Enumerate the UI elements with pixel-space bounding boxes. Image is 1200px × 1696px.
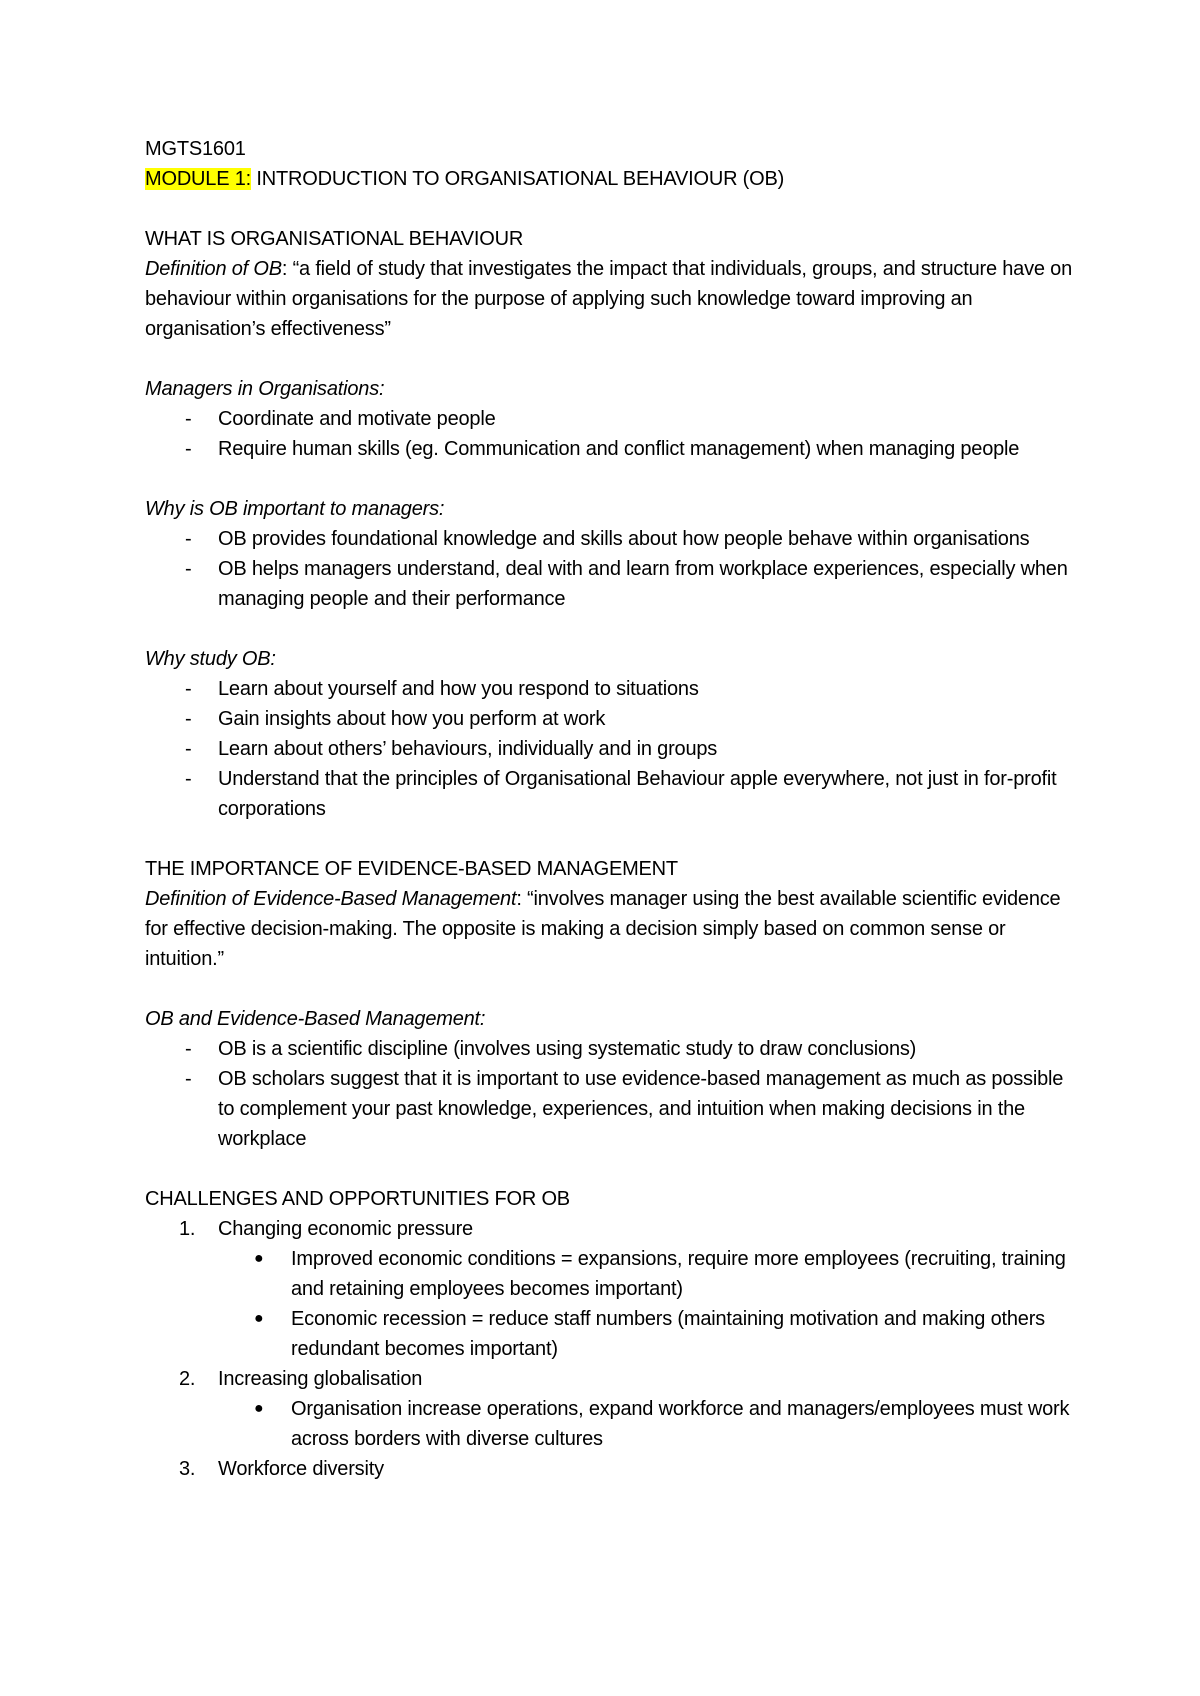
- bullet-marker: ●: [254, 1400, 264, 1417]
- why-study-list: [145, 674, 1075, 824]
- section-heading-what-is-ob: WHAT IS ORGANISATIONAL BEHAVIOUR: [145, 228, 524, 250]
- dash-marker: -: [185, 438, 192, 460]
- subheading-ob-ebm: OB and Evidence-Based Management:: [145, 1008, 486, 1030]
- list-item: 1. Changing economic pressure ● Improved economic conditions = expansions, require more employees (recruiting, training and retaining employees becomes important) ● Economic recession = reduce staff numbers (maintaining motivation and making others redundant becomes important): [145, 1214, 1075, 1364]
- spacer: [145, 194, 1075, 224]
- dash-marker: -: [185, 1068, 192, 1090]
- spacer: [145, 344, 1075, 374]
- sub-list-item: ● Organisation increase operations, expand workforce and managers/employees must work across borders with diverse cultures: [145, 1394, 1075, 1454]
- definition-ebm-label: Definition of Evidence-Based Management: [145, 888, 517, 910]
- dash-marker: -: [185, 1038, 192, 1060]
- dash-marker: -: [185, 528, 192, 550]
- managers-list: [145, 404, 1075, 464]
- module-label: MODULE 1:: [145, 168, 252, 190]
- definition-ebm-text: : “involves manager using the best available scientific evidence for effective decision-making. The opposite is making a decision simply based on common sense or intuition.”: [145, 888, 1061, 970]
- bullet-marker: ●: [254, 1250, 264, 1267]
- spacer: [145, 614, 1075, 644]
- subheading-importance: Why is OB important to managers:: [145, 498, 445, 520]
- bullet-marker: ●: [254, 1310, 264, 1327]
- dash-marker: -: [185, 708, 192, 730]
- module-title: [145, 164, 1075, 194]
- list-item: - OB provides foundational knowledge and skills about how people behave within organisations: [145, 524, 1075, 554]
- spacer: [145, 974, 1075, 1004]
- ob-ebm-list: [145, 1034, 1075, 1154]
- list-item: - OB helps managers understand, deal with and learn from workplace experiences, especially when managing people and their performance: [145, 554, 1075, 614]
- spacer: [145, 824, 1075, 854]
- list-item: - Understand that the principles of Organisational Behaviour apple everywhere, not just in for-profit corporations: [145, 764, 1075, 824]
- subheading-managers: Managers in Organisations:: [145, 378, 385, 400]
- sub-list: [218, 1244, 1075, 1364]
- dash-marker: -: [185, 558, 192, 580]
- definition-ob-label: Definition of OB: [145, 258, 282, 280]
- list-item: - OB scholars suggest that it is important to use evidence-based management as much as possible to complement your past knowledge, experiences, and intuition when making decisions in the workplace: [145, 1064, 1075, 1154]
- number-marker: 3.: [179, 1458, 196, 1480]
- dash-marker: -: [185, 768, 192, 790]
- definition-ob: [145, 254, 1075, 344]
- course-code: MGTS1601: [145, 138, 246, 160]
- list-item: 2. Increasing globalisation ● Organisation increase operations, expand workforce and managers/employees must work across borders with diverse cultures: [145, 1364, 1075, 1454]
- definition-ob-text: : “a field of study that investigates the impact that individuals, groups, and structure have on behaviour within organisations for the purpose of applying such knowledge toward improving an organisation’s effectiveness”: [145, 258, 1073, 340]
- definition-ebm: [145, 884, 1075, 974]
- module-title-text: INTRODUCTION TO ORGANISATIONAL BEHAVIOUR (OB): [256, 168, 785, 190]
- list-item: - Gain insights about how you perform at work: [145, 704, 1075, 734]
- list-item: - OB is a scientific discipline (involves using systematic study to draw conclusions): [145, 1034, 1075, 1064]
- dash-marker: -: [185, 408, 192, 430]
- number-marker: 1.: [179, 1218, 196, 1240]
- list-item: - Learn about yourself and how you respond to situations: [145, 674, 1075, 704]
- list-item: - Learn about others’ behaviours, individually and in groups: [145, 734, 1075, 764]
- section-heading-challenges: CHALLENGES AND OPPORTUNITIES FOR OB: [145, 1188, 570, 1210]
- list-item: - Require human skills (eg. Communication and conflict management) when managing people: [145, 434, 1075, 464]
- subheading-why-study: Why study OB:: [145, 648, 276, 670]
- list-item: - Coordinate and motivate people: [145, 404, 1075, 434]
- sub-list-item: ● Improved economic conditions = expansions, require more employees (recruiting, training and retaining employees becomes important): [145, 1244, 1075, 1304]
- sub-list-item: ● Economic recession = reduce staff numbers (maintaining motivation and making others redundant becomes important): [145, 1304, 1075, 1364]
- list-item: 3. Workforce diversity: [145, 1454, 1075, 1484]
- section-heading-evidence-based: THE IMPORTANCE OF EVIDENCE-BASED MANAGEMENT: [145, 858, 678, 880]
- number-marker: 2.: [179, 1368, 196, 1390]
- challenges-list: [145, 1214, 1075, 1484]
- sub-list: [218, 1394, 1075, 1454]
- importance-list: [145, 524, 1075, 614]
- spacer: [145, 464, 1075, 494]
- dash-marker: -: [185, 678, 192, 700]
- document-page: [145, 134, 1075, 1484]
- spacer: [145, 1154, 1075, 1184]
- dash-marker: -: [185, 738, 192, 760]
